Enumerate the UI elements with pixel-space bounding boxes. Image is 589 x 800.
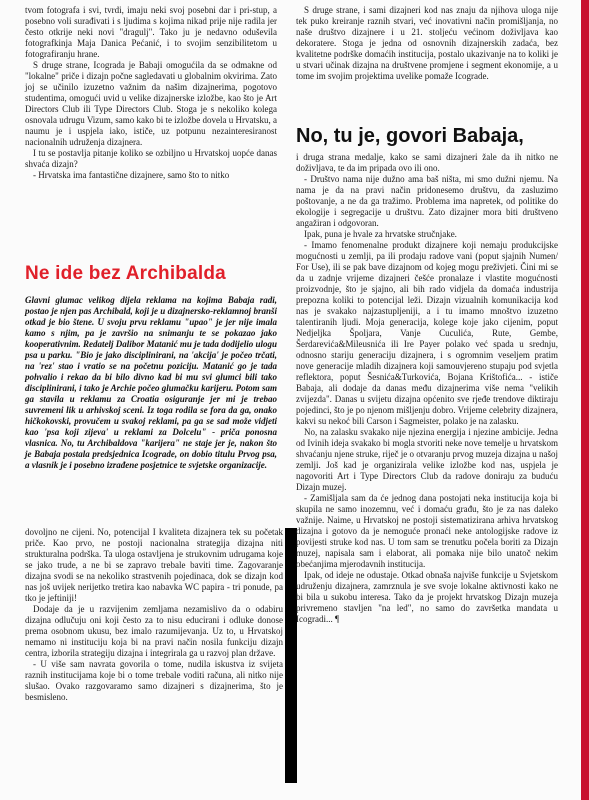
section-heading: No, tu je, govori Babaja, bbox=[296, 125, 524, 147]
sidebar-box-text: Glavni glumac velikog dijela reklama na kojima Babaja radi, postao je njen pas Archibald, koji je u dizajnersko-reklamnoj branši otkad je bio štene. U svoju prvu reklamu "upao" je jer nije imala kamo s njim, pa je završio na snimanju te se pokazao jako kooperativnim. Redatelj Dalibor Matanić mu je tada dodijelio ulogu psa u parku. "Bio je jako disciplinirani, na 'akcija' je počeo trčati, na 'rez' stao i vratio se na početnu poziciju. Matanić go je tada pohvalio i rekao da bi bilo divno kad bi mu svi glumci bili tako disciplinirani, i tako je Archie počeo glumačku karijeru. Potom sam ga stavila u reklamu za Croatia osiguranje jer mi je trebao suvremeni lik u arhivskoj sceni. Iz toga rodila se fora da ga, onako hičkokovski, provučem u svakoj reklami, pa ga se sad može vidjeti kao 'psa koji zijeva' u reklami za Dolcelu" - priča ponosna vlasnica. No, tu Archibaldova "karijera" ne staje jer je, nakon što je Babaja postala predsjednica Icograde, on dobio titulu Prvog psa, a vlasnik je i posebno izrađene posjetnice te svjetske organizacije. bbox=[25, 295, 277, 470]
sidebar-heading: Ne ide bez Archibalda bbox=[25, 263, 226, 284]
paragraph: - Hrvatska ima fantastične dizajnere, samo što to nitko bbox=[33, 170, 230, 180]
paragraph: I tu se postavlja pitanje koliko se ozbiljno u Hrvatskoj uopće danas shvaća dizajn? bbox=[25, 148, 277, 169]
paragraph: - Zamišljala sam da će jednog dana postojati neka institucija koja bi skupila ne samo inozemnu, već i domaću građu, što je za nas daleko važnije. Naime, u Hrvatskoj ne postoji sistematizirana arhiva hrvatskog dizajna i gotovo da je nemoguće pronaći neke antologijske radove iz povijesti struke kod nas. U tom sam se trenutku počela boriti za Dizajn muzej, napisala sam i elaborat, ali pomaka nije bilo unatoč nekim obećanjima mjerodavnih institucija. bbox=[296, 493, 558, 569]
paragraph: - Imamo fenomenalne produkt dizajnere koji nemaju produkcijske mogućnosti u zemlji, pa ili prodaju radove vani (poput sjajnih Numen/ For Use), ili se pak bave dizajnom od kojeg mogu preživjeti. Čini mi se da u zadnje vrijeme dizajneri češće pronalaze i vlastite mogućnosti proizvodnje, što je sjajno, ali bih rado vidjela da domaća industrija prepozna koliki to potencijal leži. Dizajn vizualnih komunikacija kod nas je svakako najzastupljeniji, a i tu imamo mnoštvo izuzetno talentiranih ljudi. Moja generacija, kolege koje jako cijenim, poput Nedjeljka Špoljara, Vanje Cuculića, Rute, Gembe, Šerdarevića&Mileusnića ili Ire Payer polako već spada u srednju, odnosno stariju generaciju dizajnera, i s ogromnim veseljem pratim nove generacije mladih dizajnera koji samouvjereno stupaju pod svjetla reflektora, poput Šesnića&Turkovića, Bojana Krištofića... - ističe Babaja, ali dodaje da danas među dizajnerima više nema "velikih zvijezda". Danas u svijetu dizajna općenito sve rjeđe trendove diktiraju pojedinci, što je po njenom mišljenju dobro. Vrijeme celebrity dizajnera, kakvi su nekoć bili Carson i Sagmeister, polako je na zalasku. bbox=[296, 240, 558, 426]
red-page-edge bbox=[581, 0, 589, 800]
paragraph: S druge strane, i sami dizajneri kod nas znaju da njihova uloga nije tek puko kreiranje raznih stvari, već inovativni način promišljanja, no naše društvo dizajnere i u 21. stoljeću većinom doživljava kao dekoratere. Stoga je jedna od osnovnih dizajnerskih zadaća, bez kvalitetne podrške domaćih institucija, postalo ukazivanje na to koliki je u stvari učinak dizajna na društvene promjene i segment ekonomije, a u tome im svojim projektima uvelike pomaže Icograde. bbox=[296, 5, 558, 81]
paragraph: tvom fotografa i svi, tvrdi, imaju neki svoj posebni dar i pri-stup, a posebno voli surađivati i s ljudima s kojima nikad prije nije radila jer često otkrije neki novi "dragulj". Tako ju je nedavno oduševila fotografkinja Maja Danica Pećanić, i to svojim senzibilitetom u fotografiranju hrane. bbox=[25, 5, 277, 59]
paragraph: Dodaje da je u razvijenim zemljama nezamislivo da o odabiru dizajna odlučuju oni koji često za to nisu educirani i odluke donose prema osobnom ukusu, bez imalo razumijevanja. Uz to, u Hrvatskoj nemamo ni instituciju koja bi na pravi način nosila funkciju dizajn centra, izborila strategiju dizajna i integrirala ga u razvoj plan države. bbox=[25, 604, 283, 658]
paragraph: Ipak, od ideje ne odustaje. Otkad obnaša najviše funkcije u Svjetskom udruženju dizajnera, zamrznula je sve svoje lokalne aktivnosti kako ne bi bila u sukobu interesa. Tako da je projekt hrvatskog Dizajn muzeja privremeno stavljen "na led", no samo do završetka mandata u Icogradi... ¶ bbox=[296, 570, 558, 624]
column-top-left bbox=[25, 5, 277, 181]
paragraph: dovoljno ne cijeni. No, potencijal I kvaliteta dizajnera tek su početak priče. Kao prvo, ne postoji nacionalna strategija dizajna niti strukturalna podrška. Ta uloga ostavljena je strukovnim udrugama koje se jako trude, a ne bi se zapravo trebale baviti time. Zagovaranje dizajna svodi se na nekoliko strastvenih pojedinaca, dok se dizajn kod nas još uvijek nerijetko tretira kao nabavka WC papira - tri ponude, pa tko je jeftiniji! bbox=[25, 527, 283, 603]
column-right bbox=[296, 152, 558, 625]
paragraph: Ipak, puna je hvale za hrvatske stručnjake. bbox=[304, 229, 457, 239]
column-bottom-left bbox=[25, 527, 283, 703]
paragraph: - Društvo nama nije dužno ama baš ništa, mi smo dužni njemu. Na nama je da na pravi način pridonesemo društvu, da zasluzimo poštovanje, a ne da ga tražimo. Problema ima napretek, od politike do ekologije i segregacije u društvu. Zato dizajner mora biti društveno angažiran i odgovoran. bbox=[296, 174, 558, 228]
paragraph: i druga strana medalje, kako se sami dizajneri žale da ih nitko ne doživljava, te da im pripada ovo ili ono. bbox=[296, 152, 558, 173]
paragraph: - U više sam navrata govorila o tome, nudila iskustva iz svijeta raznih institucijama koje bi o tome trebale voditi računa, ali nitko nije slušao. Ovako razgovaramo samo dizajneri s dizajnerima, što je besmisleno. bbox=[25, 659, 283, 702]
paragraph: No, na zalasku svakako nije njezina energija i njezine ambicije. Jedna od Ivinih ideja svakako bi mogla stvoriti neke nove temelje u hrvatskom shvaćanju njene struke, riječ je o otvaranju prvog muzeja dizajna u našoj zemlji. Još kad je organizirala velike izložbe kod nas, uspjela je nagovoriti Art i Type Directors Club da radove doniraju za buduću Dizajn muzej. bbox=[296, 427, 558, 492]
paragraph: S druge strane, Icograda je Babaji omogućila da se odmakne od "lokalne" priče i dizajn počne sagledavati u globalnim okvirima. Zato joj se učinilo izuzetno važnim da našim dizajnerima, pogotovo studentima, omogući uvid u velike dizajnerske izložbe, kao što je Art Directors Club ili Type Directors Club. Stoga je s nekoliko kolega osnovala udrugu Vizum, samo kako bi te izložbe dovela u Hrvatsku, a naumu je i uspjela iako, ističe, uz potpunu nezainteresiranost nacionalnih udruženja dizajnera. bbox=[25, 60, 277, 147]
column-top-right bbox=[296, 5, 558, 82]
